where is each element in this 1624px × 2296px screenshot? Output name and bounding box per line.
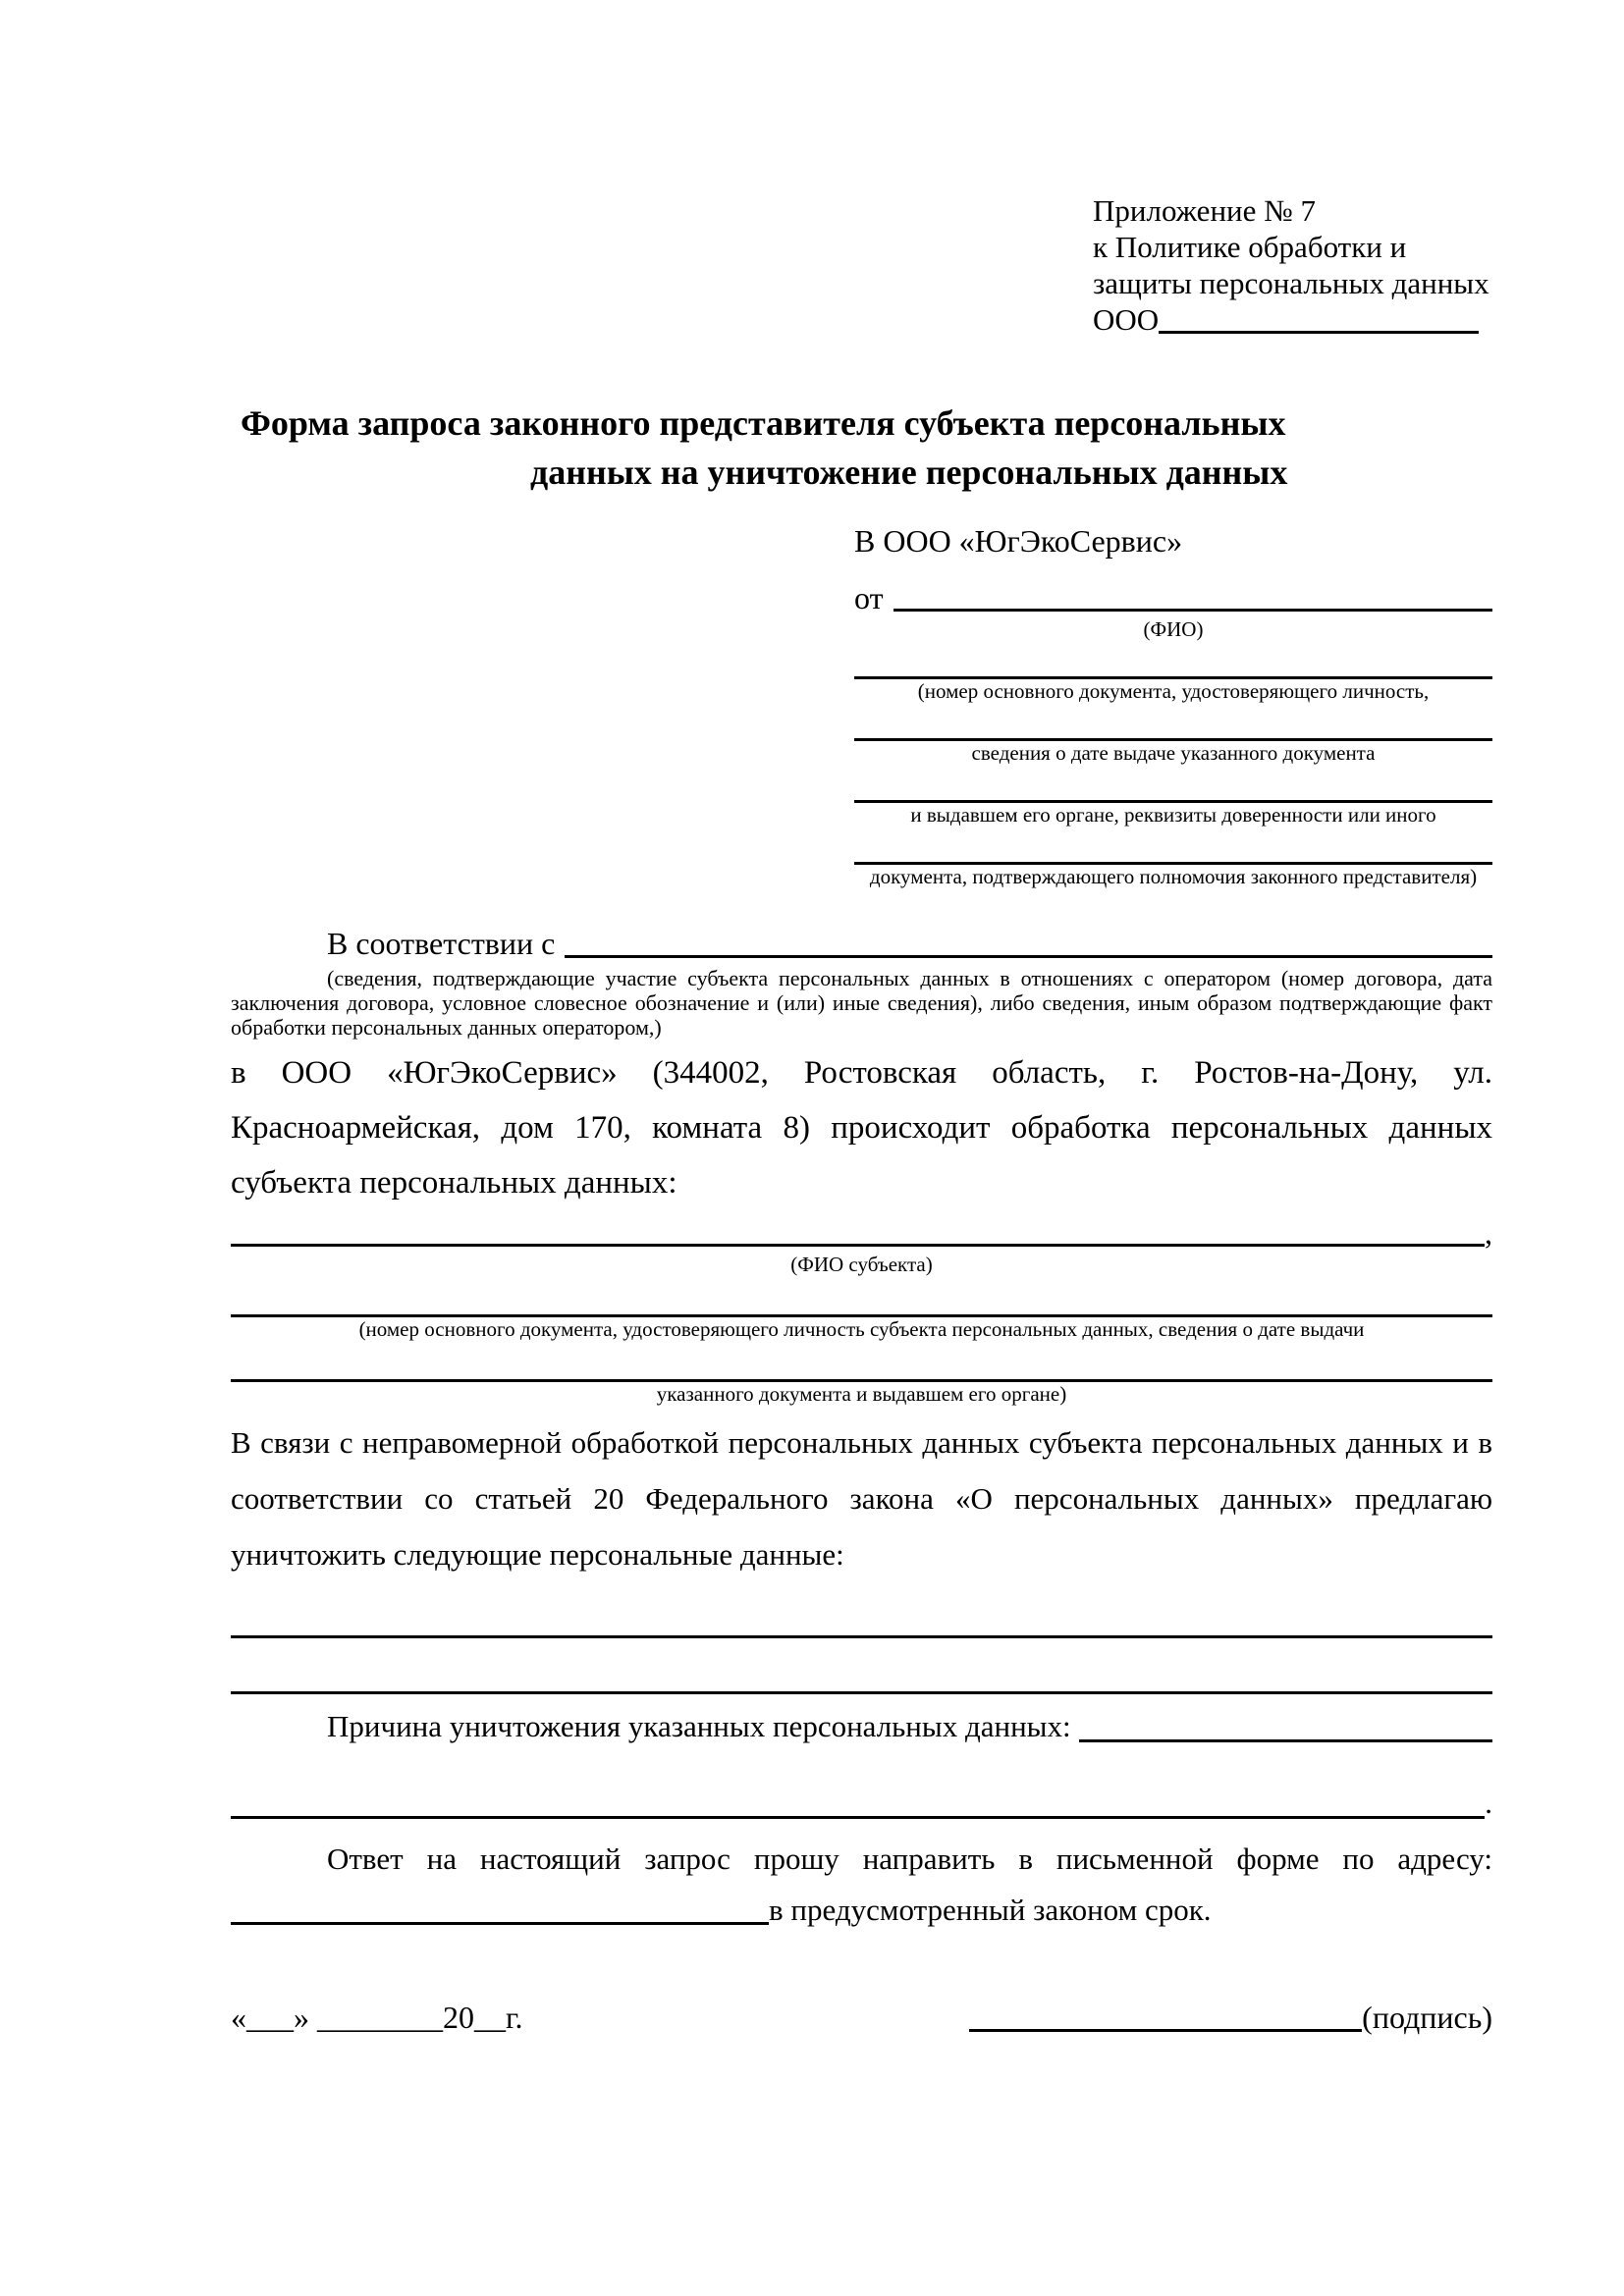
document-content: [231, 0, 1492, 2038]
addressee-doc-unit: [854, 703, 1492, 765]
signature-caption: (подпись): [1362, 2000, 1492, 2035]
accordance-row: [231, 922, 1492, 963]
form-title-line-1: Форма запроса законного представителя субъекта персональных: [241, 403, 1286, 443]
from-label: от: [854, 580, 884, 615]
line-caption: документа, подтверждающего полномочия законного представителя): [869, 865, 1478, 888]
sentence-period: .: [1485, 1786, 1492, 1820]
subject-doc-blank-line: [231, 1342, 1492, 1382]
response-row: [231, 1887, 1492, 1931]
appendix-note-line: к Политике обработки и: [1093, 230, 1407, 264]
subject-fio-blank-line: [231, 1210, 1485, 1247]
subject-doc-blank-line: [231, 1277, 1492, 1317]
subject-doc-caption-bottom: указанного документа и выдавшем его органе): [656, 1382, 1067, 1406]
data-write-line: [231, 1638, 1492, 1694]
line-caption: сведения о дате выдаче указанного документа: [971, 741, 1376, 765]
line-caption: (номер основного документа, удостоверяющего личность,: [917, 679, 1430, 703]
ooo-label: ООО: [1093, 302, 1160, 337]
blank-line: [854, 641, 1492, 679]
line-caption: и выдавшем его органе, реквизиты доверенности или иного: [910, 803, 1436, 827]
subject-fio-caption: (ФИО субъекта): [790, 1253, 933, 1276]
subject-fio-row: [231, 1210, 1492, 1253]
blank-line: [854, 703, 1492, 741]
date-field: «___» ________20__г.: [231, 2000, 523, 2035]
blank-line: [854, 765, 1492, 803]
data-write-line: [231, 1582, 1492, 1638]
appendix-note-line: Приложение № 7: [1093, 193, 1316, 228]
subject-doc-caption-top: (номер основного документа, удостоверяющего личность субъекта персональных данных, сведения о дате выдачи: [358, 1317, 1365, 1341]
operator-paragraph: в ООО «ЮгЭкоСервис» (344002, Ростовская область, г. Ростов-на-Дону, ул. Красноармейская, дом 170, комната 8) происходит обработка персональных данных субъекта персональных данных:: [231, 1055, 1492, 1201]
ooo-blank-line: [1159, 301, 1479, 334]
request-paragraph: В связи с неправомерной обработкой персональных данных субъекта персональных данных и в соответствии со статьей 20 Федерального закона «О персональных данных» предлагаю уничтожить следующие персональные данные:: [231, 1425, 1492, 1572]
addressee-to: В ООО «ЮгЭкоСервис»: [854, 523, 1183, 559]
addressee-block: [854, 520, 1492, 888]
form-title: [231, 399, 1492, 497]
response-address-blank-line: [231, 1887, 769, 1925]
response-lead: Ответ на настоящий запрос прошу направить в письменной форме по адресу:: [327, 1842, 1492, 1876]
reason-continuation-row: [231, 1757, 1492, 1825]
comma: ,: [1485, 1215, 1492, 1251]
accordance-lead: В соответствии с: [327, 926, 556, 961]
accordance-blank-line: [565, 922, 1492, 958]
form-title-line-2: данных на уничтожение персональных данных: [530, 453, 1288, 492]
fine-print-note: (сведения, подтверждающие участие субъекта персональных данных в отношениях с оператором (номер договора, дата заключения договора, условное словесное обозначение и (или) иные сведения), либо сведения, иным образом подтверждающие факт обработки персональных данных оператором,): [231, 966, 1492, 1040]
from-row: [854, 575, 1492, 617]
reason-continuation-blank-line: [231, 1757, 1485, 1819]
reason-row: [231, 1702, 1492, 1749]
addressee-doc-unit: [854, 827, 1492, 888]
addressee-doc-unit: [854, 641, 1492, 703]
addressee-doc-unit: [854, 765, 1492, 827]
appendix-note: [1093, 192, 1492, 338]
reason-blank-line: [1079, 1702, 1492, 1742]
from-blank-line: [893, 575, 1492, 612]
signature-group: [969, 1996, 1492, 2038]
response-tail: в предусмотренный законом срок.: [769, 1893, 1212, 1927]
ooo-row: [1093, 301, 1492, 338]
reason-label: Причина уничтожения указанных персональных данных:: [327, 1709, 1071, 1743]
signature-blank-line: [969, 1996, 1362, 2032]
appendix-note-line: защиты персональных данных: [1093, 266, 1489, 300]
footer-row: [231, 1996, 1492, 2038]
blank-line: [854, 827, 1492, 865]
fio-caption: (ФИО): [1143, 617, 1204, 641]
